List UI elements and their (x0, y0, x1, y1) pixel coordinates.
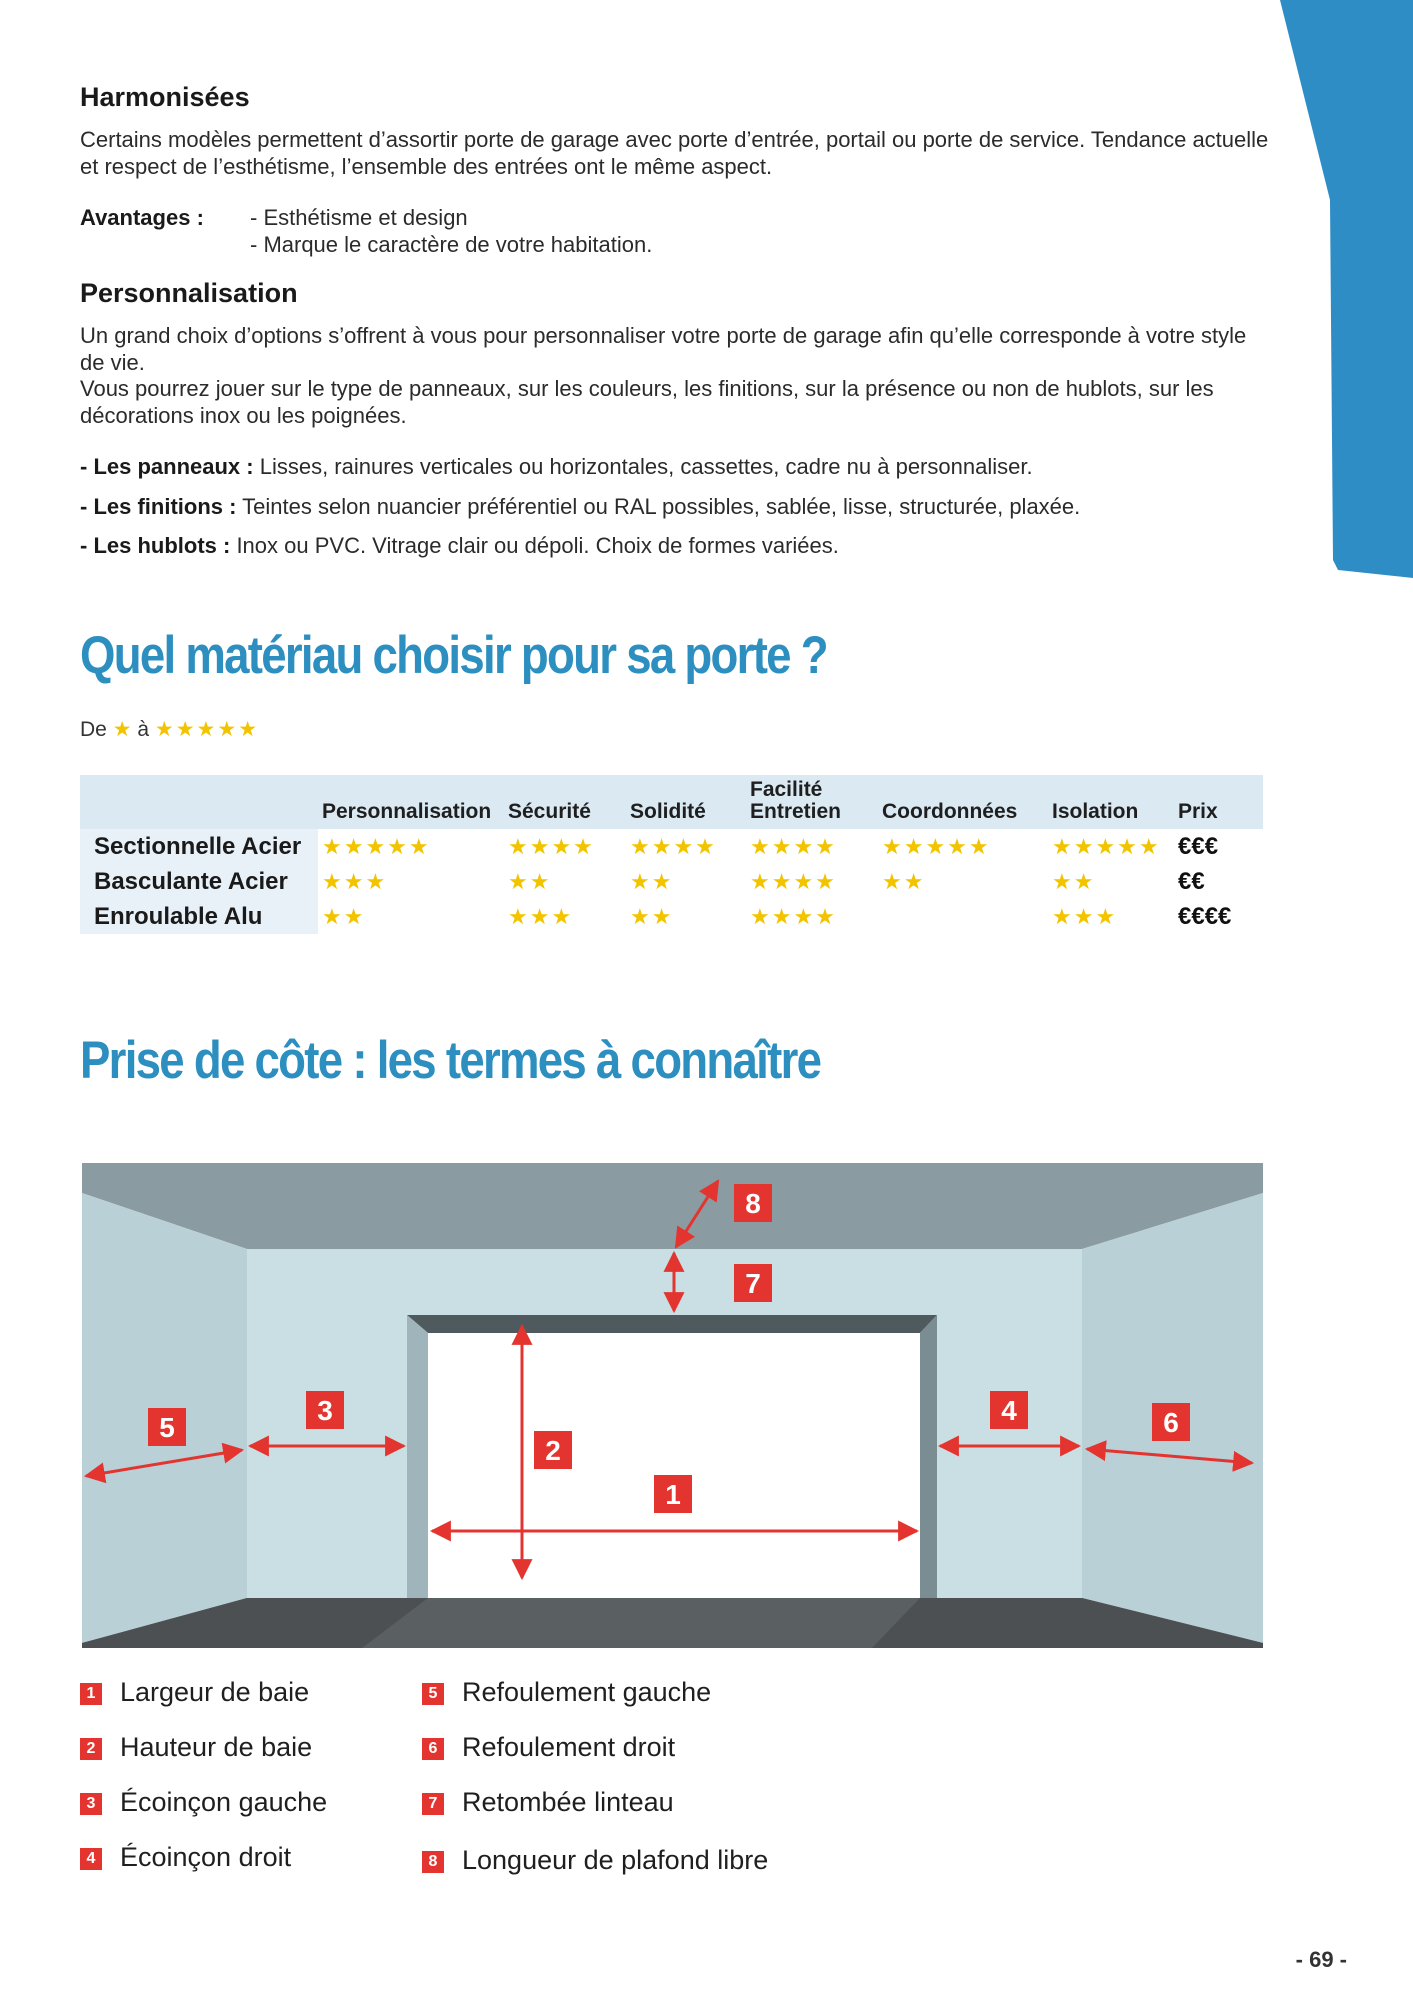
advantage-item: - Marque le caractère de votre habitation. (250, 232, 653, 257)
price-cell: €€€€ (1178, 902, 1232, 930)
svg-text:4: 4 (1001, 1395, 1017, 1426)
table-header: Personnalisation (318, 775, 504, 829)
marker-7 (734, 1264, 772, 1302)
svg-text:3: 3 (317, 1395, 333, 1426)
table-header: Sécurité (504, 775, 626, 829)
section-text-personnalisation-1: Un grand choix d’options s’offrent à vous pour personnaliser votre porte de garage afin qu’elle corresponde à votre style de vie. (80, 323, 1247, 375)
rating-cell: ★★★★ (750, 868, 837, 894)
rating-cell: ★★ (882, 868, 926, 894)
advantage-item: - Esthétisme et design (250, 205, 468, 230)
option-bullet-finitions: - Les finitions : Teintes selon nuancier préférentiel ou RAL possibles, sablée, lisse, structurée, plaxée. (80, 494, 1081, 519)
section-text-harmonisees: Certains modèles permettent d’assortir porte de garage avec porte d’entrée, portail ou porte de service. Tendance actuelle et respect de l’esthétisme, l’ensemble des entrées ont le même aspect. (80, 127, 1269, 179)
page-number: - 69 - (1295, 1947, 1347, 1972)
garage-measurement-diagram (82, 1163, 1263, 1648)
marker-2 (534, 1431, 572, 1469)
rating-cell: ★★ (508, 868, 552, 894)
table-header-empty (80, 775, 318, 829)
section-text-personnalisation-2: Vous pourrez jouer sur le type de panneaux, sur les couleurs, les finitions, sur la présence ou non de hublots, sur les décorations inox ou les poignées. (80, 376, 1214, 428)
legend-item-1: 1 Largeur de baie (80, 1677, 309, 1708)
rating-cell: ★★ (322, 903, 366, 929)
row-label: Enroulable Alu (80, 899, 318, 934)
heading-material: Quel matériau choisir pour sa porte ? (80, 626, 827, 685)
legend-item-2: 2 Hauteur de baie (80, 1732, 312, 1763)
marker-8 (734, 1184, 772, 1222)
table-header: Facilité Entretien (746, 775, 878, 829)
rating-cell: ★★★★★ (882, 833, 991, 859)
star-icon: ★★★★★ (154, 718, 260, 741)
legend-item-5: 5 Refoulement gauche (422, 1677, 711, 1708)
rating-cell: ★★★★ (750, 833, 837, 859)
table-row (80, 899, 1263, 934)
rating-cell: ★★★★★ (322, 833, 431, 859)
rating-cell: ★★★★★ (1052, 833, 1161, 859)
rating-cell: ★★★ (1052, 903, 1118, 929)
rating-cell: ★★ (1052, 868, 1096, 894)
legend-item-4: 4 Écoinçon droit (80, 1842, 291, 1873)
legend-item-8: 8 Longueur de plafond libre (422, 1845, 768, 1876)
table-row (80, 829, 1263, 864)
section-title-harmonisees: Harmonisées (80, 82, 250, 112)
marker-5 (148, 1408, 186, 1446)
rating-cell: ★★ (630, 903, 674, 929)
rating-cell: ★★★ (322, 868, 388, 894)
marker-3 (306, 1391, 344, 1429)
svg-text:7: 7 (745, 1268, 761, 1299)
rating-cell: ★★★★ (750, 903, 837, 929)
legend-item-6: 6 Refoulement droit (422, 1732, 675, 1763)
price-cell: €€€ (1178, 832, 1219, 860)
svg-text:8: 8 (745, 1188, 761, 1219)
option-bullet-panneaux: - Les panneaux : Lisses, rainures verticales ou horizontales, cassettes, cadre nu à personnaliser. (80, 454, 1033, 479)
rating-cell: ★★★★ (508, 833, 595, 859)
svg-text:1: 1 (665, 1479, 681, 1510)
table-header: Isolation (1048, 775, 1174, 829)
svg-text:5: 5 (159, 1412, 175, 1443)
advantages-label: Avantages : (80, 205, 204, 230)
marker-1 (654, 1475, 692, 1513)
legend-item-3: 3 Écoinçon gauche (80, 1787, 327, 1818)
rating-cell: ★★★ (508, 903, 574, 929)
section-title-personnalisation: Personnalisation (80, 278, 298, 308)
heading-measurement: Prise de côte : les termes à connaître (80, 1031, 821, 1090)
marker-6 (1152, 1403, 1190, 1441)
rating-cell (878, 899, 1048, 934)
option-bullet-hublots: - Les hublots : Inox ou PVC. Vitrage clair ou dépoli. Choix de formes variées. (80, 533, 839, 558)
svg-text:6: 6 (1163, 1407, 1179, 1438)
material-comparison-table (80, 775, 1263, 934)
table-row (80, 864, 1263, 899)
table-header: Solidité (626, 775, 746, 829)
row-label: Basculante Acier (80, 864, 318, 899)
table-header-row (80, 775, 1263, 829)
svg-text:2: 2 (545, 1435, 561, 1466)
rating-cell: ★★ (630, 868, 674, 894)
legend-item-7: 7 Retombée linteau (422, 1787, 674, 1818)
star-icon: ★ (112, 718, 132, 741)
table-header: Coordonnées (878, 775, 1048, 829)
row-label: Sectionnelle Acier (80, 829, 318, 864)
price-cell: €€ (1178, 867, 1205, 895)
marker-4 (990, 1391, 1028, 1429)
rating-scale: De ★ à ★★★★★ (80, 718, 260, 741)
rating-cell: ★★★★ (630, 833, 717, 859)
table-header: Prix (1174, 775, 1263, 829)
